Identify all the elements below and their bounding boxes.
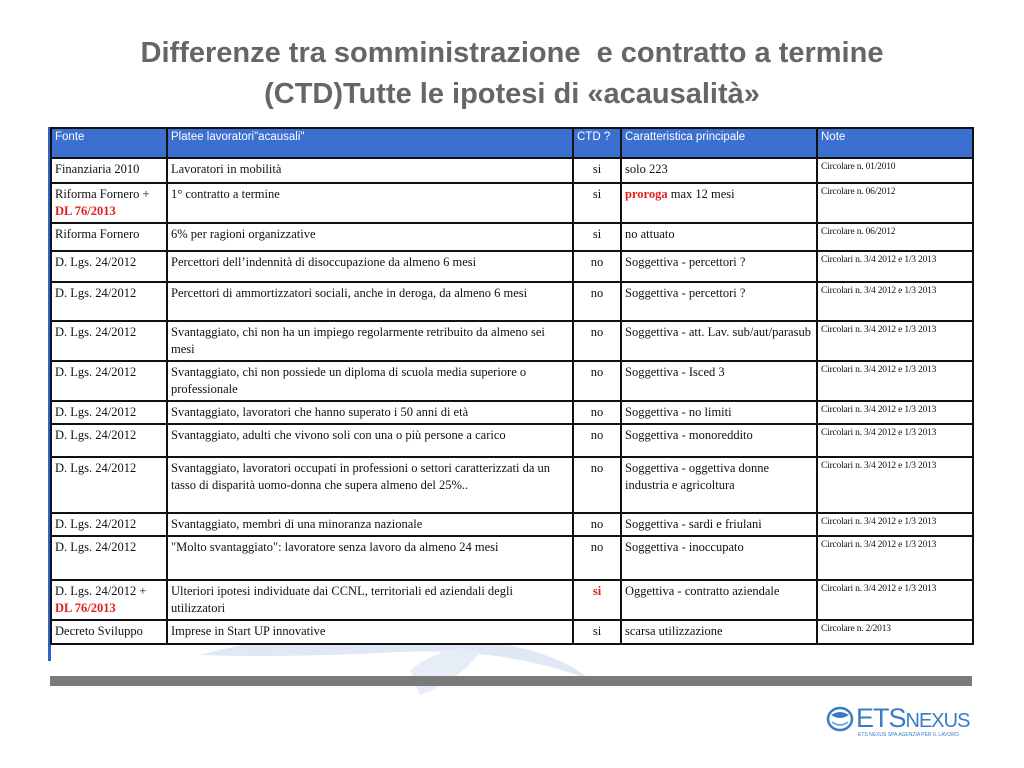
cell-caratteristica: no attuato	[621, 223, 817, 251]
table-row	[51, 620, 973, 644]
slide-title-line-2: (CTD)Tutte le ipotesi di «acausalità»	[264, 78, 760, 110]
table-row	[51, 158, 973, 183]
cell-fonte-red: DL 76/2013	[55, 601, 116, 615]
cell-note: Circolare n. 06/2012	[817, 183, 973, 223]
cell-platea: Svantaggiato, chi non possiede un diploma di scuola media superiore o professionale	[167, 361, 573, 401]
table-row	[51, 321, 973, 361]
cell-note: Circolari n. 3/4 2012 e 1/3 2013	[817, 424, 973, 457]
table-row	[51, 457, 973, 513]
table-row	[51, 282, 973, 321]
table-row	[51, 580, 973, 620]
cell-note: Circolari n. 3/4 2012 e 1/3 2013	[817, 457, 973, 513]
cell-note: Circolari n. 3/4 2012 e 1/3 2013	[817, 513, 973, 536]
cell-platea: Svantaggiato, membri di una minoranza nazionale	[167, 513, 573, 536]
cell-caratteristica: Soggettiva - no limiti	[621, 401, 817, 424]
cell-fonte	[51, 183, 167, 223]
cell-fonte: D. Lgs. 24/2012	[51, 457, 167, 513]
cell-caratteristica-red: proroga	[625, 187, 668, 201]
cell-ctd: no	[573, 321, 621, 361]
cell-ctd: no	[573, 282, 621, 321]
cell-ctd: no	[573, 536, 621, 580]
cell-caratteristica-text: max 12 mesi	[670, 187, 735, 201]
cell-fonte: D. Lgs. 24/2012	[51, 282, 167, 321]
cell-fonte: D. Lgs. 24/2012	[51, 513, 167, 536]
table-row	[51, 401, 973, 424]
globe-icon	[826, 706, 854, 732]
cell-platea: 1° contratto a termine	[167, 183, 573, 223]
table-row	[51, 361, 973, 401]
header-fonte: Fonte	[51, 128, 167, 158]
cell-fonte: Riforma Fornero	[51, 223, 167, 251]
cell-note: Circolari n. 3/4 2012 e 1/3 2013	[817, 401, 973, 424]
cell-platea: Lavoratori in mobilità	[167, 158, 573, 183]
cell-ctd: si	[573, 580, 621, 620]
table-row	[51, 223, 973, 251]
cell-caratteristica: solo 223	[621, 158, 817, 183]
cell-ctd: no	[573, 361, 621, 401]
comparison-table	[50, 127, 974, 645]
header-ctd: CTD ?	[573, 128, 621, 158]
ets-nexus-logo	[826, 702, 974, 742]
header-platee: Platee lavoratori"acausali"	[167, 128, 573, 158]
cell-note: Circolari n. 3/4 2012 e 1/3 2013	[817, 580, 973, 620]
cell-platea: 6% per ragioni organizzative	[167, 223, 573, 251]
cell-platea: "Molto svantaggiato": lavoratore senza lavoro da almeno 24 mesi	[167, 536, 573, 580]
cell-caratteristica: Soggettiva - percettori ?	[621, 282, 817, 321]
table-header-row	[51, 128, 973, 158]
cell-ctd: no	[573, 457, 621, 513]
cell-fonte	[51, 580, 167, 620]
cell-platea: Percettori dell’indennità di disoccupazione da almeno 6 mesi	[167, 251, 573, 282]
logo-tagline: ETS NEXUS SPA AGENZIA PER IL LAVORO	[858, 732, 959, 738]
cell-note: Circolari n. 3/4 2012 e 1/3 2013	[817, 536, 973, 580]
cell-fonte: Decreto Sviluppo	[51, 620, 167, 644]
cell-note: Circolare n. 2/2013	[817, 620, 973, 644]
cell-fonte: D. Lgs. 24/2012	[51, 401, 167, 424]
cell-fonte-red: DL 76/2013	[55, 204, 116, 218]
cell-caratteristica: Soggettiva - oggettiva donne industria e agricoltura	[621, 457, 817, 513]
cell-fonte: Finanziaria 2010	[51, 158, 167, 183]
cell-platea: Imprese in Start UP innovative	[167, 620, 573, 644]
cell-ctd: no	[573, 513, 621, 536]
cell-platea: Svantaggiato, lavoratori occupati in professioni o settori caratterizzati da un tasso di disparità uomo-donna che supera almeno del 25%..	[167, 457, 573, 513]
table-row	[51, 424, 973, 457]
cell-caratteristica: Soggettiva - monoreddito	[621, 424, 817, 457]
cell-fonte: D. Lgs. 24/2012	[51, 536, 167, 580]
cell-ctd: si	[573, 620, 621, 644]
table-row	[51, 513, 973, 536]
slide-title-line-1: Differenze tra somministrazione e contratto a termine	[140, 37, 884, 69]
cell-platea: Percettori di ammortizzatori sociali, anche in deroga, da almeno 6 mesi	[167, 282, 573, 321]
cell-caratteristica: Soggettiva - Isced 3	[621, 361, 817, 401]
cell-fonte: D. Lgs. 24/2012	[51, 361, 167, 401]
footer-divider-bar	[50, 676, 972, 686]
cell-platea: Svantaggiato, lavoratori che hanno superato i 50 anni di età	[167, 401, 573, 424]
cell-fonte-text: D. Lgs. 24/2012 +	[55, 584, 147, 598]
cell-ctd: si	[573, 223, 621, 251]
cell-platea: Svantaggiato, adulti che vivono soli con una o più persone a carico	[167, 424, 573, 457]
cell-platea: Ulteriori ipotesi individuate dai CCNL, territoriali ed aziendali degli utilizzatori	[167, 580, 573, 620]
cell-note: Circolari n. 3/4 2012 e 1/3 2013	[817, 361, 973, 401]
cell-ctd: no	[573, 251, 621, 282]
cell-ctd: si	[573, 183, 621, 223]
cell-caratteristica	[621, 183, 817, 223]
cell-caratteristica: Soggettiva - inoccupato	[621, 536, 817, 580]
logo-nexus: NEXUS	[905, 710, 970, 732]
logo-ets: ETS	[856, 703, 906, 733]
cell-note: Circolare n. 06/2012	[817, 223, 973, 251]
cell-fonte: D. Lgs. 24/2012	[51, 424, 167, 457]
cell-ctd: si	[573, 158, 621, 183]
comparison-table-container	[50, 127, 972, 645]
cell-note: Circolari n. 3/4 2012 e 1/3 2013	[817, 251, 973, 282]
cell-caratteristica: Soggettiva - percettori ?	[621, 251, 817, 282]
cell-caratteristica: Soggettiva - sardi e friulani	[621, 513, 817, 536]
cell-note: Circolari n. 3/4 2012 e 1/3 2013	[817, 321, 973, 361]
cell-caratteristica: Oggettiva - contratto aziendale	[621, 580, 817, 620]
cell-caratteristica: scarsa utilizzazione	[621, 620, 817, 644]
table-row	[51, 183, 973, 223]
cell-fonte-text: Riforma Fornero +	[55, 187, 150, 201]
table-row	[51, 536, 973, 580]
cell-platea: Svantaggiato, chi non ha un impiego regolarmente retribuito da almeno sei mesi	[167, 321, 573, 361]
cell-caratteristica: Soggettiva - att. Lav. sub/aut/parasub	[621, 321, 817, 361]
cell-fonte: D. Lgs. 24/2012	[51, 251, 167, 282]
header-caratteristica: Caratteristica principale	[621, 128, 817, 158]
header-note: Note	[817, 128, 973, 158]
slide-title	[40, 33, 984, 115]
cell-ctd: no	[573, 401, 621, 424]
cell-ctd: no	[573, 424, 621, 457]
cell-note: Circolare n. 01/2010	[817, 158, 973, 183]
cell-fonte: D. Lgs. 24/2012	[51, 321, 167, 361]
cell-note: Circolari n. 3/4 2012 e 1/3 2013	[817, 282, 973, 321]
table-row	[51, 251, 973, 282]
